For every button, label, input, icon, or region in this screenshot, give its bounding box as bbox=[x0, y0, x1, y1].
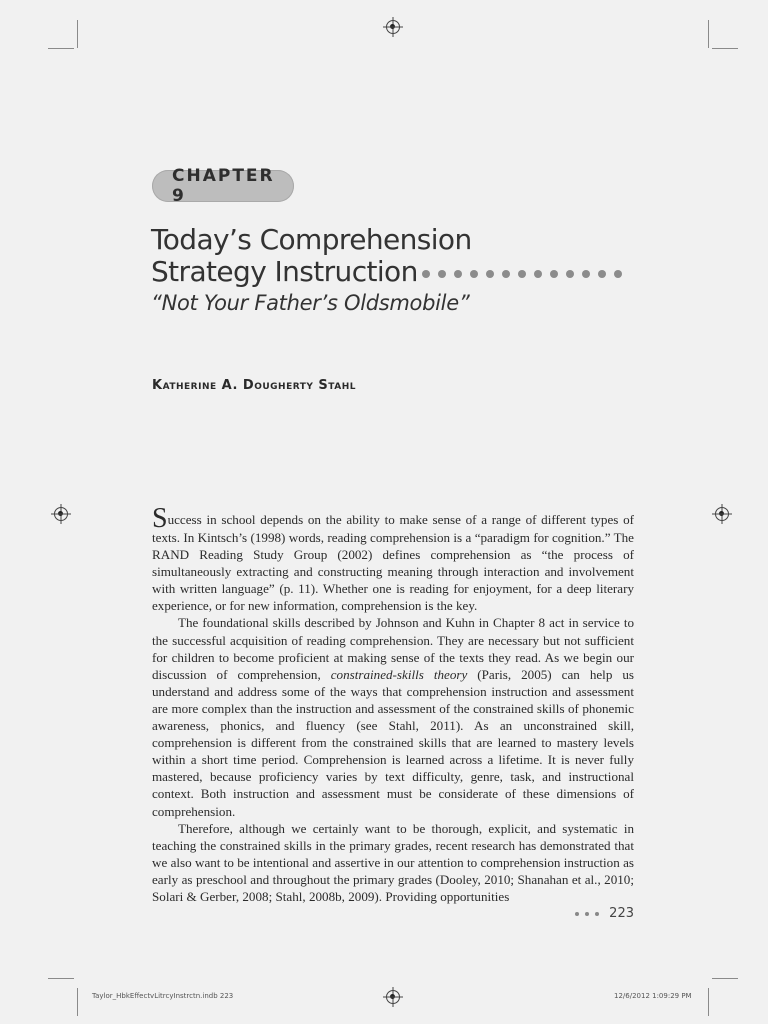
crop-mark bbox=[48, 48, 74, 49]
title-dot-leader bbox=[422, 270, 622, 278]
paragraph-2-text-a: The foundational skills described by Johnson and Kuhn in Chapter 8 act in service to the successful acquisition of reading comprehension. They are necessary but not sufficient for children to become proficient at making sense of the texts they read. As we begin our discussion of comprehension, bbox=[152, 615, 634, 682]
crop-mark bbox=[77, 20, 78, 48]
crop-mark bbox=[712, 978, 738, 979]
page-dots bbox=[575, 912, 599, 916]
title-line-1: Today’s Comprehension bbox=[151, 223, 472, 256]
crop-mark bbox=[708, 20, 709, 48]
page-number: 223 bbox=[609, 906, 634, 921]
paragraph-2 bbox=[152, 614, 634, 819]
crop-mark bbox=[48, 978, 74, 979]
chapter-title bbox=[151, 224, 622, 288]
registration-mark-icon bbox=[54, 507, 68, 521]
chapter-subtitle: “Not Your Father’s Oldsmobile” bbox=[151, 291, 470, 315]
paragraph-1-text: uccess in school depends on the ability to make sense of a range of different types of texts. In Kintsch’s (1998) words, reading comprehension is a “paradigm for cognition.” The RAND Reading Study Group (2002) defines comprehension as “the process of simultaneously extracting and constructing meaning through interaction and involvement with written language” (p. 11). Whether one is reading for enjoyment, for a deep literary experience, or for new information, comprehension is the key. bbox=[152, 512, 634, 614]
slug-left: Taylor_HbkEffectvLitrcyInstrctn.indb 223 bbox=[92, 992, 234, 1000]
title-line-2-row bbox=[151, 256, 622, 288]
title-line-2: Strategy Instruction bbox=[151, 255, 418, 288]
slug-right: 12/6/2012 1:09:29 PM bbox=[614, 992, 692, 1000]
registration-mark-icon bbox=[386, 990, 400, 1004]
page-number-area bbox=[575, 906, 634, 921]
paragraph-2-text-b: (Paris, 2005) can help us understand and address some of the ways that comprehension instruction and assessment are more complex than the instruction and assessment of the constrained skills of phonemic awareness, phonics, and fluency (see Stahl, 2011). As an unconstrained skill, comprehension is different from the constrained skills that are learned to mastery levels within a short time period. Comprehension is learned across a lifetime. It is never fully mastered, because proficiency varies by text difficulty, genre, task, and instructional context. Both instruction and assessment must be considerate of these dimensions of comprehension. bbox=[152, 666, 635, 819]
registration-mark-icon bbox=[386, 20, 400, 34]
body-text bbox=[152, 503, 635, 905]
author-name: Katherine A. Dougherty Stahl bbox=[152, 378, 356, 393]
paragraph-2-italic-term: constrained-skills theory bbox=[330, 666, 468, 682]
paragraph-1 bbox=[152, 503, 634, 614]
registration-mark-icon bbox=[715, 507, 729, 521]
drop-cap: S bbox=[152, 503, 168, 534]
chapter-label: CHAPTER 9 bbox=[152, 170, 294, 202]
paragraph-3: Therefore, although we certainly want to be thorough, explicit, and systematic in teaching the constrained skills in the primary grades, recent research has demonstrated that we also want to be intentional and assertive in our attention to comprehension instruction as early as preschool and throughout the primary grades (Dooley, 2010; Shanahan et al., 2010; Solari & Gerber, 2008; Stahl, 2008b, 2009). Providing opportunities bbox=[152, 820, 634, 904]
crop-mark bbox=[712, 48, 738, 49]
crop-mark bbox=[77, 988, 78, 1016]
crop-mark bbox=[708, 988, 709, 1016]
